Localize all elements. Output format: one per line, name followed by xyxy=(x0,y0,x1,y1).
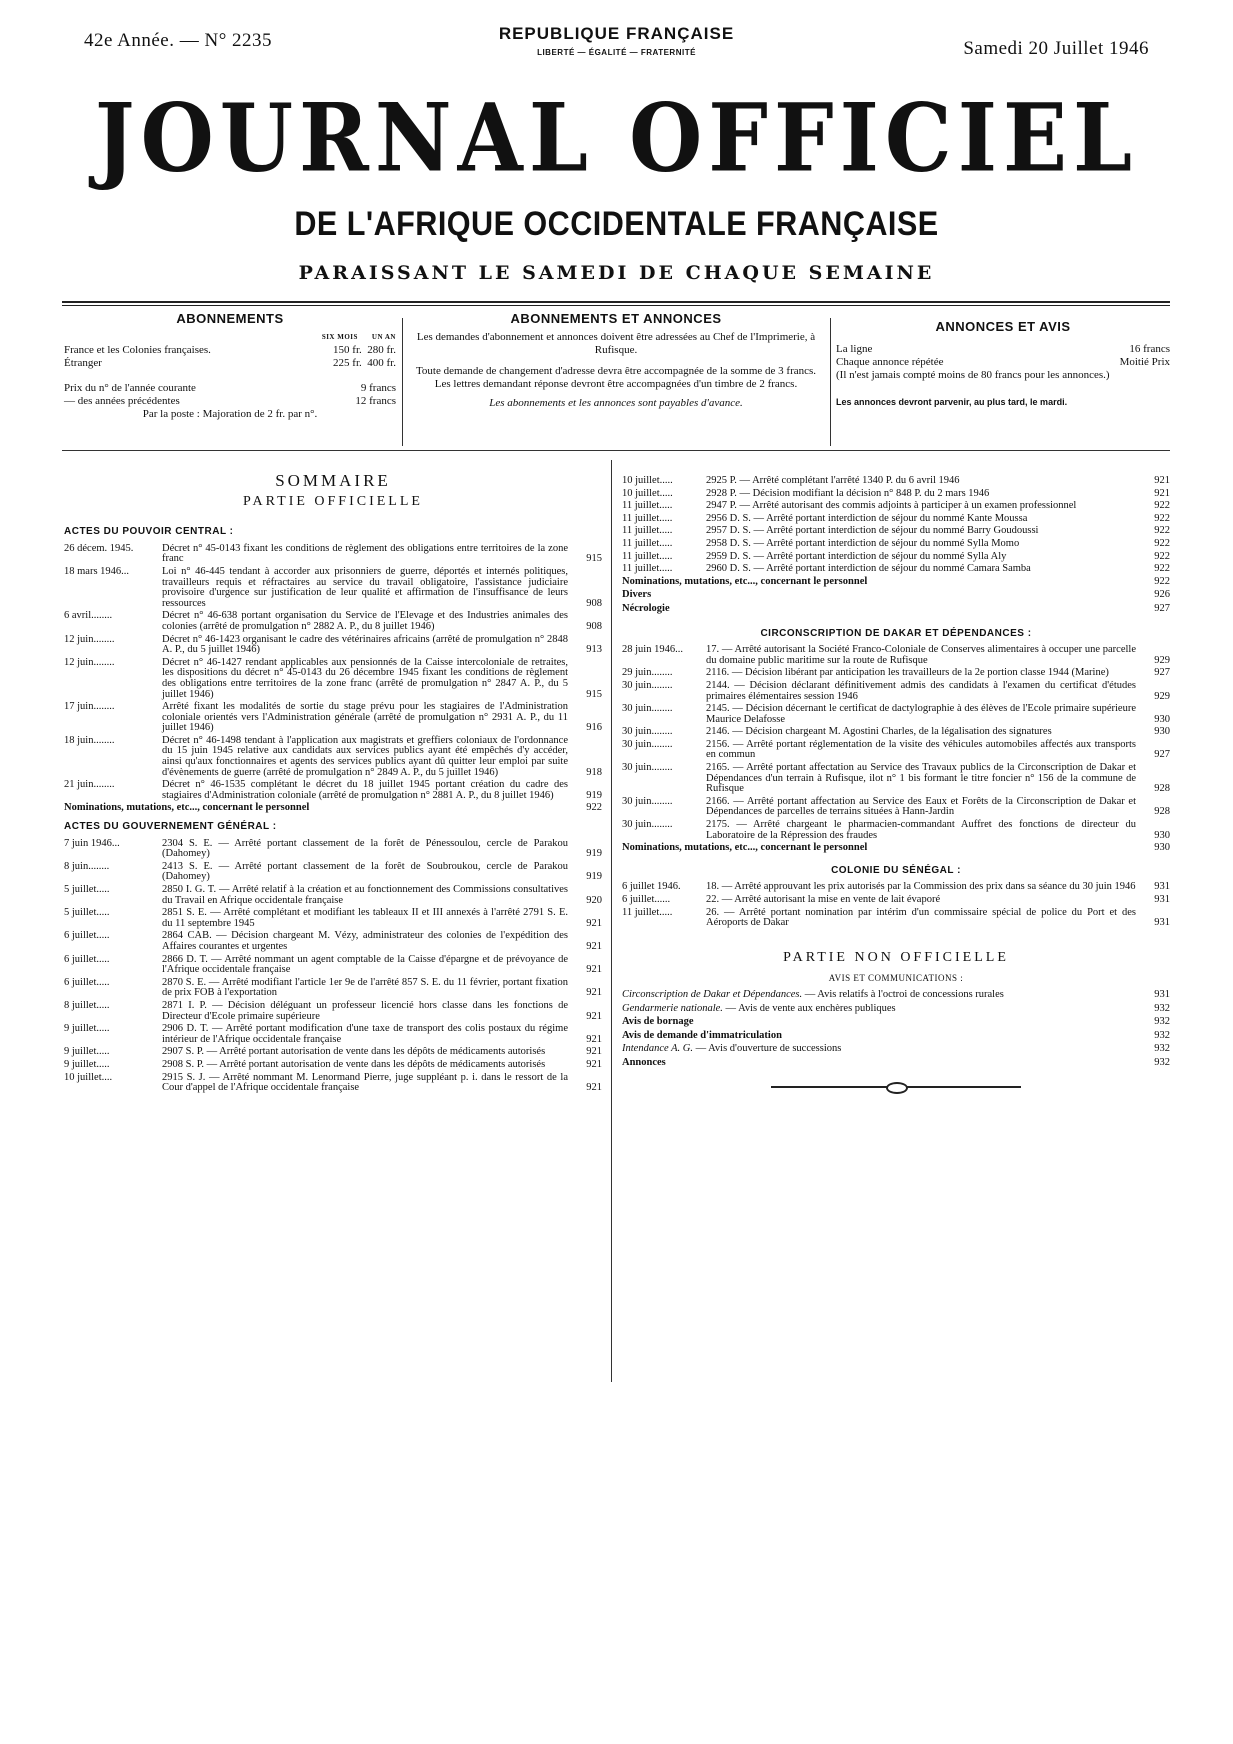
entry-date: 6 avril........ xyxy=(64,610,113,622)
page-ref: 913 xyxy=(586,644,602,656)
sommaire-entry xyxy=(64,885,602,906)
entry-title: 2866 D. T. — Arrêté nommant un agent comptable de la Caisse d'épargne et de prévoyance de l'Afrique occidentale française xyxy=(162,953,568,976)
entry-date: 26 décem. 1945. xyxy=(64,542,134,554)
page-ref: 929 xyxy=(1154,690,1170,702)
pouvoir-central-list xyxy=(64,544,602,802)
entry-title: 26. — Arrêté portant nomination par intérim d'un commissaire spécial de police du Port et des Aéroports de Dakar xyxy=(706,906,1136,929)
entry-date: 11 juillet..... xyxy=(622,512,673,524)
divers-label: Divers xyxy=(622,589,652,601)
journal-subtitle: DE L'AFRIQUE OCCIDENTALE FRANÇAISE xyxy=(294,205,939,243)
entry-title: 2166. — Arrêté portant affectation au Service des Eaux et Forêts de la Circonscription de Dakar et Dépendances de parcelles de terrains situées à Hann-Jardin xyxy=(706,795,1136,818)
tarif-six: 150 fr. xyxy=(333,344,362,356)
nominations-row xyxy=(64,803,602,814)
entry-title: 2908 S. P. — Arrêté portant autorisation de vente dans les dépôts de médicaments autorisés xyxy=(162,1058,546,1070)
page-ref: 922 xyxy=(1154,575,1170,587)
sommaire-entry xyxy=(64,736,602,778)
entry-date: 30 juin........ xyxy=(622,762,673,774)
page-ref: 908 xyxy=(586,620,602,632)
entry-title: Décret n° 46-638 portant organisation du Service de l'Elevage et des Industries animales des colonies (arrêté de promulgation n° 2882 A. P., du 8 juillet 1946) xyxy=(162,610,568,632)
entry-date: 9 juillet..... xyxy=(64,1046,110,1058)
repetee-value: Moitié Prix xyxy=(1119,356,1170,368)
entry-date: 10 juillet..... xyxy=(622,475,673,486)
page-ref: 915 xyxy=(586,553,602,565)
partie-non-officielle-title: PARTIE NON OFFICIELLE xyxy=(783,949,1009,965)
issue-date: Samedi 20 Juillet 1946 xyxy=(963,38,1149,59)
entry-title: 2871 I. P. — Décision déléguant un professeur licencié hors classe dans les fonctions de Directeur d'Ecole primaire supérieure xyxy=(162,999,568,1022)
page-ref: 922 xyxy=(586,802,602,814)
prix-row-precedentes xyxy=(64,395,396,408)
entry-title: 2960 D. S. — Arrêté portant interdiction de séjour du nommé Camara Samba xyxy=(706,563,1031,575)
page-ref: 921 xyxy=(586,940,602,952)
page-ref: 921 xyxy=(1154,487,1170,499)
page-ref: 919 xyxy=(586,871,602,883)
sommaire-entry xyxy=(64,955,602,976)
entry-title: 22. — Arrêté autorisant la mise en vente de lait évaporé xyxy=(706,894,941,905)
avis-entry xyxy=(622,1031,1170,1042)
republic-name: REPUBLIQUE FRANÇAISE xyxy=(498,24,735,43)
sommaire-entry xyxy=(64,1047,602,1058)
adresse-note: Les demandes d'abonnement et annonces doivent être adressées au Chef de l'Imprimerie, à Rufisque. xyxy=(416,331,816,356)
necrologie-label: Nécrologie xyxy=(622,602,670,614)
tarif-label: Étranger xyxy=(64,357,102,369)
entry-date: 6 juillet..... xyxy=(64,953,110,965)
entry-date: 11 juillet..... xyxy=(622,500,673,512)
entry-date: 28 juin 1946... xyxy=(622,644,683,656)
sommaire-left-column xyxy=(64,470,602,1096)
page-ref: 922 xyxy=(1154,512,1170,524)
page-ref: 922 xyxy=(1154,563,1170,575)
page-ref: 921 xyxy=(1154,475,1170,486)
tarif-six: 225 fr. xyxy=(333,357,362,369)
col-un-an: UN AN xyxy=(371,333,396,341)
sommaire-entry xyxy=(622,668,1170,679)
section-gouvernement-general: ACTES DU GOUVERNEMENT GÉNÉRAL : xyxy=(64,821,277,833)
gouvernement-general-list-cont xyxy=(622,476,1170,575)
entry-title: 2915 S. J. — Arrêté nommant M. Lenormand Pierre, juge suppléant p. i. dans le ressort de la Cour d'appel de l'Afrique occidentale française xyxy=(162,1071,568,1094)
sommaire-entry xyxy=(64,1060,602,1071)
entry-date: 30 juin........ xyxy=(622,738,673,750)
partie-officielle-title: PARTIE OFFICIELLE xyxy=(243,493,423,509)
avis-entry xyxy=(622,1017,1170,1028)
ligne-value: 16 francs xyxy=(1129,343,1170,355)
sommaire-entry xyxy=(622,552,1170,563)
page-ref: 930 xyxy=(1154,829,1170,841)
entry-date: 10 juillet..... xyxy=(622,487,673,499)
sommaire-entry xyxy=(64,1001,602,1022)
entry-title: 2175. — Arrêté chargeant le pharmacien-commandant Auffret des fonctions de directeur du Laboratoire de la Répression des fraudes xyxy=(706,819,1136,841)
abonnements-title: ABONNEMENTS xyxy=(176,311,284,326)
page-ref: 921 xyxy=(586,1010,602,1022)
entry-date: 17 juin........ xyxy=(64,701,115,713)
sommaire-entry xyxy=(622,526,1170,537)
page-ref: 921 xyxy=(586,987,602,999)
entry-date: 30 juin........ xyxy=(622,703,673,715)
dakar-list xyxy=(622,645,1170,841)
avis-body: Annonces xyxy=(622,1056,666,1068)
section-dakar: CIRCONSCRIPTION DE DAKAR ET DÉPENDANCES : xyxy=(760,627,1032,639)
avis-entry xyxy=(622,1044,1170,1055)
page-ref: 921 xyxy=(586,1082,602,1094)
entry-title: 2850 I. G. T. — Arrêté relatif à la création et au fonctionnement des Commissions consultatives du Travail en Afrique occidentale française xyxy=(162,884,568,906)
issue-number: 42e Année. — N° 2235 xyxy=(84,30,273,51)
entry-title: 2116. — Décision libérant par anticipation les travailleurs de la 2e portion classe 1944 (Marine) xyxy=(706,667,1109,679)
avis-body: Avis de demande d'immatriculation xyxy=(622,1029,782,1041)
tarif-row-etranger xyxy=(64,357,396,370)
entry-title: 2413 S. E. — Arrêté portant classement de la forêt de Soubroukou, cercle de Parakou (Dahomey) xyxy=(162,860,568,883)
page-ref: 916 xyxy=(586,722,602,734)
sommaire-entry xyxy=(64,658,602,700)
page-ref: 931 xyxy=(1154,917,1170,929)
entry-title: 2156. — Arrêté portant réglementation de la visite des véhicules automobiles affectés aux transports en commun xyxy=(706,738,1136,761)
sommaire-entry xyxy=(64,567,602,609)
entry-date: 6 juillet..... xyxy=(64,930,110,942)
entry-title: 2870 S. E. — Arrêté modifiant l'article 1er 9e de l'arrêté 857 S. E. du 11 février, portant fixation de prix FOB à l'exportation xyxy=(162,976,568,999)
repetee-row xyxy=(836,356,1170,369)
entry-title: 2925 P. — Arrêté complétant l'arrêté 1340 P. du 6 avril 1946 xyxy=(706,475,960,486)
entry-title: 2851 S. E. — Arrêté complétant et modifiant les tableaux II et III annexés à l'arrêté 2791 S. E. du 11 septembre 1945 xyxy=(162,907,568,929)
entry-title: 2146. — Décision chargeant M. Agostini Charles, de la légalisation des signatures xyxy=(706,726,1052,738)
necrologie-row xyxy=(622,604,1170,615)
journal-title: JOURNAL OFFICIEL xyxy=(94,82,1139,193)
entry-title: 2947 P. — Arrêté autorisant des commis adjoints à participer à un examen professionnel xyxy=(706,500,1077,512)
avis-text xyxy=(622,1031,1136,1042)
page-ref: 932 xyxy=(1154,1002,1170,1014)
avis-entry xyxy=(622,990,1170,1001)
sommaire-entry xyxy=(622,514,1170,525)
avis-body: — Avis d'ouverture de successions xyxy=(692,1043,842,1055)
divers-row xyxy=(622,590,1170,601)
page-ref: 930 xyxy=(1154,842,1170,854)
box-divider xyxy=(402,318,403,446)
page-ref: 922 xyxy=(1154,500,1170,512)
entry-title: Décret n° 46-1427 rendant applicables aux pensionnés de la Caisse intercoloniale de retraites, les dispositions du décret n° 45-0143 du 26 décembre 1945 fixant les conditions de règlement des obligations entre territoires de la zone franc (arrêté de promulgation n° 2847 A. P., du 5 juillet 1946) xyxy=(162,656,568,700)
tarif-values xyxy=(333,357,396,370)
entry-date: 30 juin........ xyxy=(622,726,673,738)
changement-note: Toute demande de changement d'adresse devra être accompagnée de la somme de 3 francs. Les lettres demandant réponse devront être accompagnées d'un timbre de 2 francs. xyxy=(415,365,817,390)
delai-note: Les annonces devront parvenir, au plus tard, le mardi. xyxy=(836,397,1068,407)
col-six-mois: SIX MOIS xyxy=(321,333,358,341)
poste-note: Par la poste : Majoration de 2 fr. par n°. xyxy=(142,408,318,420)
prix-value: 9 francs xyxy=(360,382,396,394)
sommaire-entry xyxy=(64,635,602,656)
sommaire-right-column xyxy=(622,476,1170,1093)
sommaire-entry xyxy=(622,489,1170,500)
abonnements-annonces-title: ABONNEMENTS ET ANNONCES xyxy=(510,311,722,326)
sommaire-entry xyxy=(622,539,1170,550)
entry-date: 18 mars 1946... xyxy=(64,565,130,577)
sommaire-entry xyxy=(622,727,1170,738)
entry-date: 7 juin 1946... xyxy=(64,837,120,849)
entry-title: 2928 P. — Décision modifiant la décision n° 848 P. du 2 mars 1946 xyxy=(706,487,990,499)
entry-title: 2145. — Décision décernant le certificat de dactylographie à des élèves de l'Ecole primaire supérieure Maurice Delafosse xyxy=(706,703,1136,725)
entry-date: 8 juillet..... xyxy=(64,999,110,1011)
sommaire-entry xyxy=(622,882,1170,893)
entry-date: 8 juin........ xyxy=(64,860,110,872)
prix-row-courante xyxy=(64,382,396,395)
page-ref: 932 xyxy=(1154,1029,1170,1041)
sommaire-entry xyxy=(64,978,602,999)
entry-title: Décret n° 46-1535 complétant le décret du 18 juillet 1945 portant création du cadre des stagiaires d'Administration coloniale (arrêté de promulgation n° 2881 A. P., du 8 juillet 1946) xyxy=(162,779,568,801)
entry-date: 9 juillet..... xyxy=(64,1058,110,1070)
entry-date: 12 juin........ xyxy=(64,633,115,645)
avis-body: — Avis relatifs à l'octroi de concessions rurales xyxy=(802,988,1004,1000)
box-bottom-rule xyxy=(62,450,1170,451)
entry-date: 10 juillet.... xyxy=(64,1071,113,1083)
tarif-an: 280 fr. xyxy=(367,344,396,356)
page-ref: 927 xyxy=(1154,602,1170,614)
entry-title: Loi n° 46-445 tendant à accorder aux prisonniers de guerre, déportés et internés politiques, travailleurs requis et réfractaires au service du travail obligatoire, l'assistance judiciaire provisoire d'urgence sur justification de leur qualité et affirmation de l'insuffisance de leurs ressources xyxy=(162,565,568,609)
page-ref: 930 xyxy=(1154,726,1170,738)
page-ref: 927 xyxy=(1154,667,1170,679)
entry-date: 30 juin........ xyxy=(622,795,673,807)
page-ref: 921 xyxy=(586,1058,602,1070)
sommaire-entry xyxy=(622,564,1170,575)
avis-text xyxy=(622,1004,1136,1015)
avis-body: — Avis de vente aux enchères publiques xyxy=(722,1002,896,1014)
page-ref: 921 xyxy=(586,917,602,929)
sommaire-entry xyxy=(64,780,602,801)
avis-text xyxy=(622,990,1136,1001)
sommaire-entry xyxy=(64,862,602,883)
sommaire-entry xyxy=(64,1073,602,1094)
sommaire-entry xyxy=(64,908,602,929)
page-ref: 922 xyxy=(1154,525,1170,537)
avis-lead: Gendarmerie nationale. xyxy=(622,1002,723,1014)
ligne-label: La ligne xyxy=(836,343,873,355)
entry-date: 11 juillet..... xyxy=(622,537,673,549)
abonnements-col-headers xyxy=(64,331,396,344)
abonnements-annonces-box xyxy=(408,312,824,447)
ligne-row xyxy=(836,343,1170,356)
tarif-an: 400 fr. xyxy=(367,357,396,369)
entry-title: 2165. — Arrêté portant affectation au Service des Travaux publics de la Circonscription de Dakar et Dépendances d'un terrain à Rufisque, ilot n° 1 bis formant le titre foncier n° 156 de la commune de Rufisque xyxy=(706,762,1136,795)
sommaire-entry xyxy=(64,1024,602,1045)
entry-title: 2959 D. S. — Arrêté portant interdiction de séjour du nommé Sylla Aly xyxy=(706,550,1007,562)
box-divider xyxy=(830,318,831,446)
tarif-row-france xyxy=(64,344,396,357)
page-ref: 931 xyxy=(1154,988,1170,1000)
avis-entry xyxy=(622,1058,1170,1069)
page-ref: 931 xyxy=(1154,881,1170,893)
abonnements-box xyxy=(64,312,396,447)
entry-date: 6 juillet..... xyxy=(64,976,110,988)
sommaire-entry xyxy=(622,763,1170,795)
closing-ornament xyxy=(771,1081,1021,1093)
nominations-label: Nominations, mutations, etc..., concernant le personnel xyxy=(622,842,868,854)
sommaire-entry xyxy=(622,645,1170,666)
nominations-row xyxy=(622,577,1170,588)
entry-title: 2907 S. P. — Arrêté portant autorisation de vente dans les dépôts de médicaments autorisés xyxy=(162,1046,546,1058)
avis-entry xyxy=(622,1004,1170,1015)
paiement-note: Les abonnements et les annonces sont payables d'avance. xyxy=(489,397,743,409)
entry-date: 11 juillet..... xyxy=(622,906,673,918)
page-ref: 920 xyxy=(586,894,602,906)
entry-title: Arrêté fixant les modalités de sortie du stage prévu pour les stagiaires de l'Administration coloniale orientés vers l'Administration générale (arrêté de promulgation n° 2931 A. P., du 11 juillet 1946) xyxy=(162,701,568,734)
header-rule-thick xyxy=(62,301,1170,303)
page-ref: 921 xyxy=(586,964,602,976)
sommaire-entry xyxy=(622,895,1170,906)
entry-title: Décret n° 45-0143 fixant les conditions de règlement des obligations entre territoires de la zone franc xyxy=(162,542,568,565)
entry-date: 9 juillet..... xyxy=(64,1023,110,1035)
nominations-label: Nominations, mutations, etc..., concernant le personnel xyxy=(64,802,310,814)
sommaire-entry xyxy=(622,820,1170,841)
nominations-row xyxy=(622,843,1170,854)
avis-text xyxy=(622,1044,1136,1055)
avis-text xyxy=(622,1017,1136,1028)
tarif-label: France et les Colonies françaises. xyxy=(64,344,211,356)
entry-date: 11 juillet..... xyxy=(622,563,673,575)
tarif-values xyxy=(333,344,396,357)
entry-title: 2864 CAB. — Décision chargeant M. Vézy, administrateur des colonies de l'expédition des Affaires courantes et urgentes xyxy=(162,930,568,952)
annonces-avis-title: ANNONCES ET AVIS xyxy=(935,319,1071,334)
avis-body: Avis de bornage xyxy=(622,1016,694,1028)
entry-title: 18. — Arrêté approuvant les prix autorisés par la Commission des prix dans sa séance du 30 juin 1946 xyxy=(706,881,1136,893)
sommaire-entry xyxy=(622,704,1170,725)
sommaire-entry xyxy=(64,702,602,734)
page-ref: 932 xyxy=(1154,1016,1170,1028)
annonces-avis-box xyxy=(836,312,1170,447)
republic-motto: LIBERTÉ — ÉGALITÉ — FRATERNITÉ xyxy=(537,48,696,57)
avis-text xyxy=(622,1058,1136,1069)
page-ref: 930 xyxy=(1154,713,1170,725)
entry-date: 5 juillet..... xyxy=(64,884,110,895)
page-ref: 928 xyxy=(1154,783,1170,795)
entry-title: 2958 D. S. — Arrêté portant interdiction de séjour du nommé Sylla Momo xyxy=(706,537,1020,549)
entry-date: 6 juillet 1946. xyxy=(622,881,681,893)
sommaire-entry xyxy=(64,611,602,632)
entry-title: 2957 D. S. — Arrêté portant interdiction de séjour du nommé Barry Goudoussi xyxy=(706,525,1039,537)
entry-date: 30 juin........ xyxy=(622,679,673,691)
entry-date: 21 juin........ xyxy=(64,779,115,791)
page-ref: 921 xyxy=(586,1033,602,1045)
column-divider xyxy=(611,460,612,1382)
sommaire-entry xyxy=(622,908,1170,929)
repetee-label: Chaque annonce répétée xyxy=(836,356,944,368)
entry-date: 18 juin........ xyxy=(64,734,115,746)
prix-label: Prix du n° de l'année courante xyxy=(64,382,196,394)
entry-title: 2956 D. S. — Arrêté portant interdiction de séjour du nommé Kante Moussa xyxy=(706,512,1028,524)
entry-date: 30 juin........ xyxy=(622,819,673,831)
sommaire-entry xyxy=(622,681,1170,702)
entry-title: 2304 S. E. — Arrêté portant classement de la forêt de Pénessoulou, cercle de Parakou (Dahomey) xyxy=(162,837,568,860)
entry-date: 5 juillet..... xyxy=(64,907,110,919)
page-ref: 926 xyxy=(1154,589,1170,601)
page-ref: 918 xyxy=(586,766,602,778)
sommaire-entry xyxy=(622,501,1170,512)
entry-title: 2906 D. T. — Arrêté portant modification d'une taxe de transport des colis postaux du régime intérieur de l'Afrique occidentale française xyxy=(162,1023,568,1045)
section-pouvoir-central: ACTES DU POUVOIR CENTRAL : xyxy=(64,526,234,538)
page-ref: 932 xyxy=(1154,1056,1170,1068)
entry-title: Décret n° 46-1423 organisant le cadre des vétérinaires africains (arrêté de promulgation n° 2848 A. P., du 5 juillet 1946) xyxy=(162,633,568,656)
header-rule-thin xyxy=(62,305,1170,306)
page-ref: 928 xyxy=(1154,806,1170,818)
avis-lead: Circonscription de Dakar et Dépendances. xyxy=(622,988,803,1000)
avis-lead: Intendance A. G. xyxy=(622,1043,693,1055)
avis-list xyxy=(622,990,1170,1069)
minimum-note: (Il n'est jamais compté moins de 80 francs pour les annonces.) xyxy=(836,369,1110,381)
gouvernement-general-list xyxy=(64,839,602,1094)
entry-title: 17. — Arrêté autorisant la Société Franco-Coloniale de Conserves alimentaires à occuper une parcelle du domaine public maritime sur la route de Rufisque xyxy=(706,644,1136,666)
page-ref: 922 xyxy=(1154,550,1170,562)
page-ref: 922 xyxy=(1154,537,1170,549)
page-ref: 919 xyxy=(586,789,602,801)
sommaire-entry xyxy=(64,931,602,952)
entry-date: 6 juillet...... xyxy=(622,894,671,905)
page-ref: 929 xyxy=(1154,654,1170,666)
masthead-top xyxy=(84,24,1149,68)
entry-date: 29 juin........ xyxy=(622,667,673,679)
republic-header xyxy=(499,24,734,57)
sommaire-entry xyxy=(622,797,1170,818)
avis-communications-title: AVIS ET COMMUNICATIONS : xyxy=(828,973,964,984)
sommaire-entry xyxy=(622,476,1170,487)
page-ref: 908 xyxy=(586,597,602,609)
page-ref: 932 xyxy=(1154,1043,1170,1055)
journal-tagline: PARAISSANT LE SAMEDI DE CHAQUE SEMAINE xyxy=(298,262,935,284)
entry-date: 12 juin........ xyxy=(64,656,115,668)
sommaire-entry xyxy=(622,740,1170,761)
sommaire-entry xyxy=(64,839,602,860)
page-ref: 931 xyxy=(1154,894,1170,905)
page-ref: 927 xyxy=(1154,749,1170,761)
entry-date: 11 juillet..... xyxy=(622,525,673,537)
entry-title: Décret n° 46-1498 tendant à l'application aux magistrats et greffiers coloniaux de l'ordonnance du 15 juin 1945 relative aux candidats aux services publics ayant été empêchés d'y accéder, ainsi qu'aux fonctionnaires et agents des services publics ayant dû quitter leur emploi par suite d'évènements de guerre (arrêté de promulgation n° 2849 A. P., du 5 juillet 1946) xyxy=(162,734,568,778)
sommaire-entry xyxy=(64,544,602,565)
senegal-list xyxy=(622,882,1170,928)
nominations-label: Nominations, mutations, etc..., concernant le personnel xyxy=(622,575,868,587)
prix-value: 12 francs xyxy=(355,395,396,407)
prix-label: — des années précédentes xyxy=(64,395,180,407)
page-ref: 921 xyxy=(586,1046,602,1058)
sommaire-title: SOMMAIRE xyxy=(275,471,391,490)
entry-title: 2144. — Décision déclarant définitivement admis des candidats à l'examen du certificat d'études primaires élémentaires session 1946 xyxy=(706,679,1136,702)
section-senegal: COLONIE DU SÉNÉGAL : xyxy=(831,864,961,876)
page-ref: 919 xyxy=(586,848,602,860)
page-ref: 915 xyxy=(586,688,602,700)
entry-date: 11 juillet..... xyxy=(622,550,673,562)
